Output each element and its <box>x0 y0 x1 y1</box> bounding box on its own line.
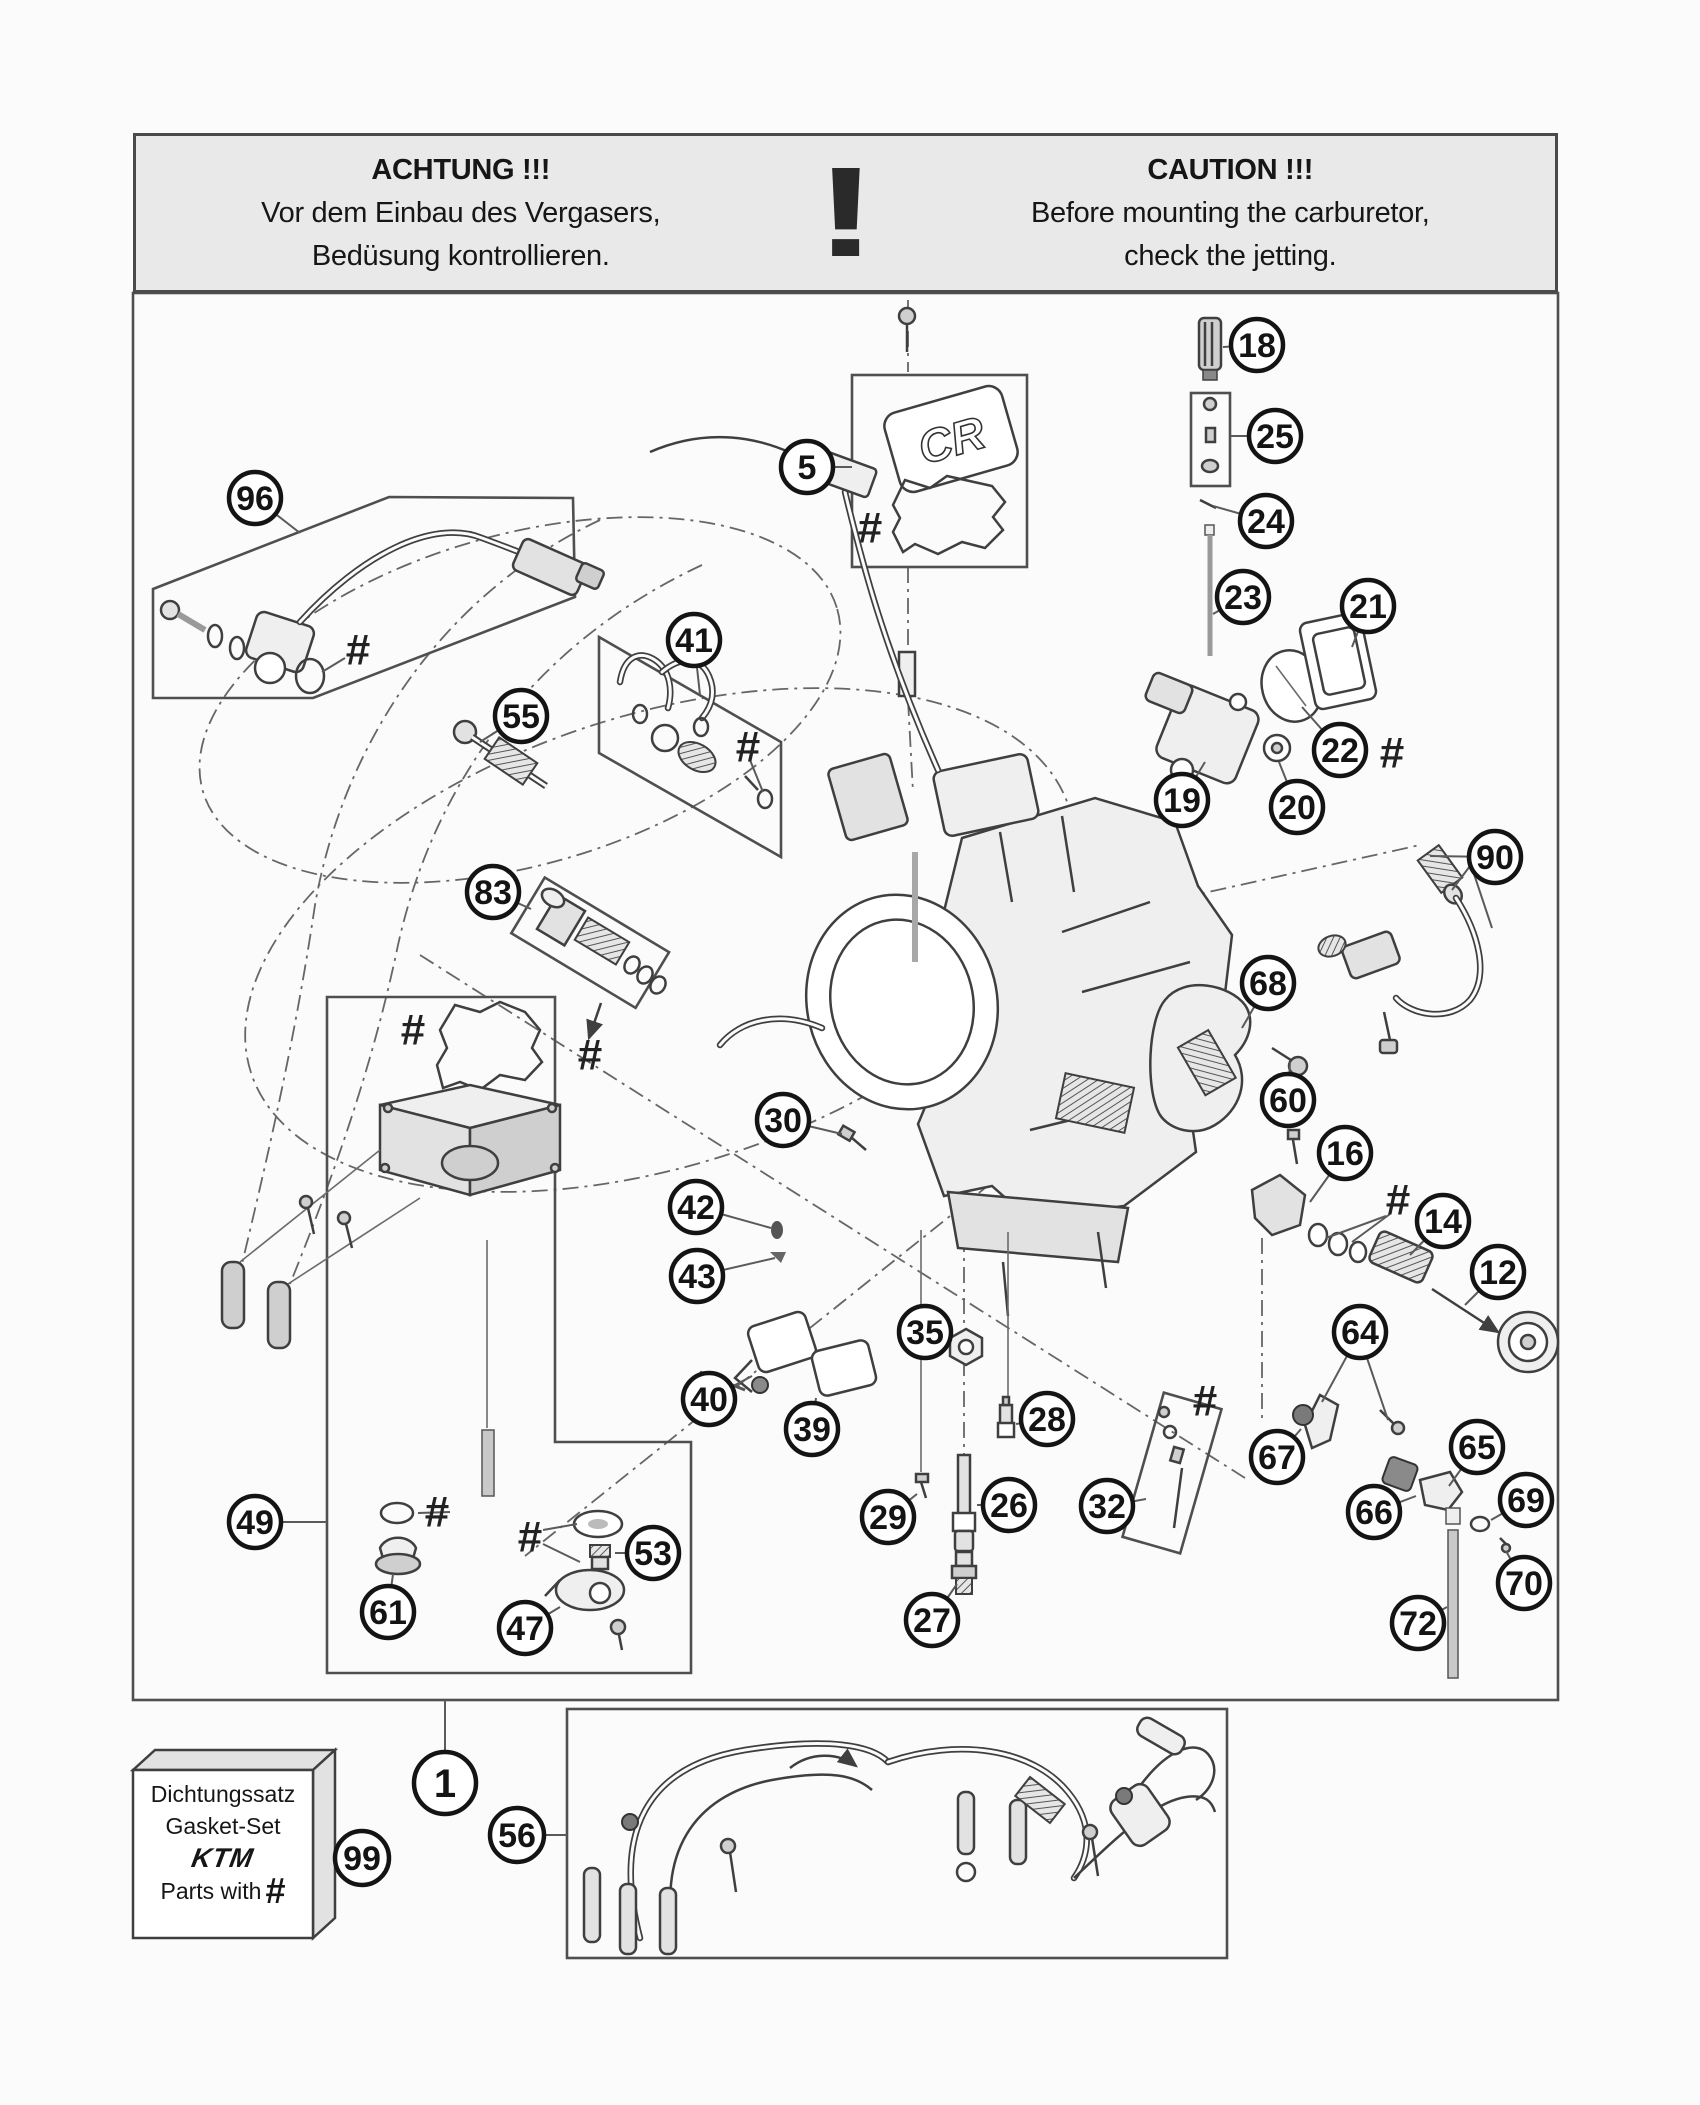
gasket-marker-4: # <box>577 1030 603 1080</box>
callout-23 <box>1217 571 1269 623</box>
svg-text:27: 27 <box>913 1602 951 1640</box>
svg-text:26: 26 <box>990 1487 1028 1525</box>
svg-text:21: 21 <box>1349 588 1387 626</box>
svg-text:40: 40 <box>690 1381 728 1419</box>
gasket-marker-2: # <box>857 503 883 553</box>
gasket-set-line1: Dichtungssatz <box>150 1781 296 1807</box>
callout-53 <box>627 1527 679 1579</box>
svg-text:96: 96 <box>236 480 274 518</box>
callout-20 <box>1271 781 1323 833</box>
svg-text:32: 32 <box>1088 1488 1126 1526</box>
callout-14 <box>1417 1195 1469 1247</box>
callout-29 <box>862 1491 914 1543</box>
callout-27 <box>906 1594 958 1646</box>
svg-text:67: 67 <box>1258 1439 1296 1477</box>
float-group <box>700 1221 878 1397</box>
callout-12 <box>1472 1246 1524 1298</box>
callout-43 <box>671 1250 723 1302</box>
callout-49 <box>229 1496 281 1548</box>
svg-text:69: 69 <box>1507 1482 1545 1520</box>
callout-99 <box>335 1831 389 1885</box>
gasket-marker-6: # <box>1385 1175 1411 1225</box>
exclamation-icon: ! <box>813 141 878 284</box>
callout-19 <box>1156 774 1208 826</box>
callout-30 <box>757 1094 809 1146</box>
svg-text:23: 23 <box>1224 579 1262 617</box>
warning-text-german <box>136 149 786 278</box>
svg-text:35: 35 <box>906 1314 944 1352</box>
warning-banner <box>133 133 1558 293</box>
callout-1 <box>414 1752 476 1814</box>
callout-60 <box>1262 1074 1314 1126</box>
callout-41 <box>668 614 720 666</box>
warning-line2-en: check the jetting. <box>1124 239 1337 272</box>
warning-line1-en: Before mounting the carburetor, <box>1030 196 1430 229</box>
callout-83 <box>467 866 519 918</box>
cover-group-5 <box>881 308 1021 554</box>
hash-symbol: # <box>265 1870 286 1911</box>
callout-66 <box>1348 1486 1400 1538</box>
gasket-set-line3 <box>135 1870 311 1911</box>
callout-67 <box>1251 1431 1303 1483</box>
callout-90 <box>1469 831 1521 883</box>
svg-text:20: 20 <box>1278 789 1316 827</box>
callout-61 <box>362 1586 414 1638</box>
svg-text:5: 5 <box>797 449 817 487</box>
svg-text:22: 22 <box>1321 732 1359 770</box>
float-bowl-group-49 <box>240 1002 625 1650</box>
svg-text:65: 65 <box>1458 1429 1496 1467</box>
svg-text:30: 30 <box>764 1102 802 1140</box>
svg-text:25: 25 <box>1256 418 1294 456</box>
svg-text:66: 66 <box>1355 1494 1393 1532</box>
svg-text:16: 16 <box>1326 1135 1364 1173</box>
cable-adjuster-group-90 <box>1315 845 1480 1053</box>
svg-text:56: 56 <box>498 1817 536 1855</box>
svg-text:83: 83 <box>474 874 512 912</box>
svg-text:72: 72 <box>1399 1605 1437 1643</box>
svg-text:99: 99 <box>343 1840 381 1878</box>
svg-text:39: 39 <box>793 1411 831 1449</box>
svg-text:1: 1 <box>433 1762 457 1806</box>
svg-text:28: 28 <box>1028 1401 1066 1439</box>
warning-line1-de: Vor dem Einbau des Vergasers, <box>261 196 661 229</box>
callout-47 <box>499 1602 551 1654</box>
warning-line2-de: Bedüsung kontrollieren. <box>311 239 610 272</box>
svg-text:68: 68 <box>1249 965 1287 1003</box>
svg-text:61: 61 <box>369 1594 407 1632</box>
gasket-marker-1: # <box>345 625 371 675</box>
callout-65 <box>1451 1421 1503 1473</box>
parts-with-text: Parts with <box>160 1878 262 1904</box>
svg-text:47: 47 <box>506 1610 544 1648</box>
svg-text:55: 55 <box>502 698 540 736</box>
fuel-hose-group-96 <box>161 533 605 693</box>
callout-68 <box>1242 957 1294 1009</box>
throttle-cable-kit-drawing <box>584 1715 1215 1954</box>
screw-30 <box>838 1126 866 1150</box>
callout-18 <box>1231 319 1283 371</box>
svg-text:53: 53 <box>634 1535 672 1573</box>
callout-21 <box>1342 580 1394 632</box>
gasket-set-line2: Gasket-Set <box>165 1813 281 1839</box>
gasket-marker-5: # <box>1379 728 1405 778</box>
callout-28 <box>1021 1393 1073 1445</box>
warning-text-english <box>906 149 1556 278</box>
callout-56 <box>490 1808 544 1862</box>
svg-text:24: 24 <box>1247 503 1285 541</box>
svg-text:64: 64 <box>1341 1314 1379 1352</box>
svg-text:12: 12 <box>1479 1254 1517 1292</box>
svg-text:49: 49 <box>236 1504 274 1542</box>
callout-42 <box>670 1181 722 1233</box>
gasket-marker-3: # <box>735 722 761 772</box>
ktm-logo: KTM <box>189 1843 257 1873</box>
warning-title-de: ACHTUNG !!! <box>371 153 551 186</box>
svg-text:60: 60 <box>1269 1082 1307 1120</box>
callout-72 <box>1392 1597 1444 1649</box>
callout-32 <box>1081 1480 1133 1532</box>
cr-logo: CR <box>912 405 991 475</box>
callout-25 <box>1249 410 1301 462</box>
svg-text:19: 19 <box>1163 782 1201 820</box>
callout-39 <box>786 1403 838 1455</box>
svg-text:18: 18 <box>1238 327 1276 365</box>
svg-text:90: 90 <box>1476 839 1514 877</box>
gasket-marker-7: # <box>1192 1376 1218 1426</box>
callout-26 <box>983 1479 1035 1531</box>
svg-text:70: 70 <box>1505 1565 1543 1603</box>
gasket-marker-9: # <box>424 1487 450 1537</box>
gasket-marker-8: # <box>400 1005 426 1055</box>
callout-40 <box>683 1373 735 1425</box>
callout-24 <box>1240 495 1292 547</box>
svg-text:14: 14 <box>1424 1203 1462 1241</box>
gasket-set-label <box>135 1778 311 1911</box>
callout-70 <box>1498 1557 1550 1609</box>
svg-text:29: 29 <box>869 1499 907 1537</box>
callout-5 <box>781 441 833 493</box>
gasket-marker-10: # <box>517 1512 543 1562</box>
svg-text:41: 41 <box>675 622 713 660</box>
callout-69 <box>1500 1474 1552 1526</box>
svg-text:42: 42 <box>677 1189 715 1227</box>
callout-22 <box>1314 724 1366 776</box>
callout-64 <box>1334 1306 1386 1358</box>
channel-plugs <box>222 1196 352 1348</box>
callout-96 <box>229 472 281 524</box>
callout-35 <box>899 1306 951 1358</box>
callout-55 <box>495 690 547 742</box>
warning-title-en: CAUTION !!! <box>1147 153 1314 186</box>
svg-text:43: 43 <box>678 1258 716 1296</box>
callout-16 <box>1319 1127 1371 1179</box>
